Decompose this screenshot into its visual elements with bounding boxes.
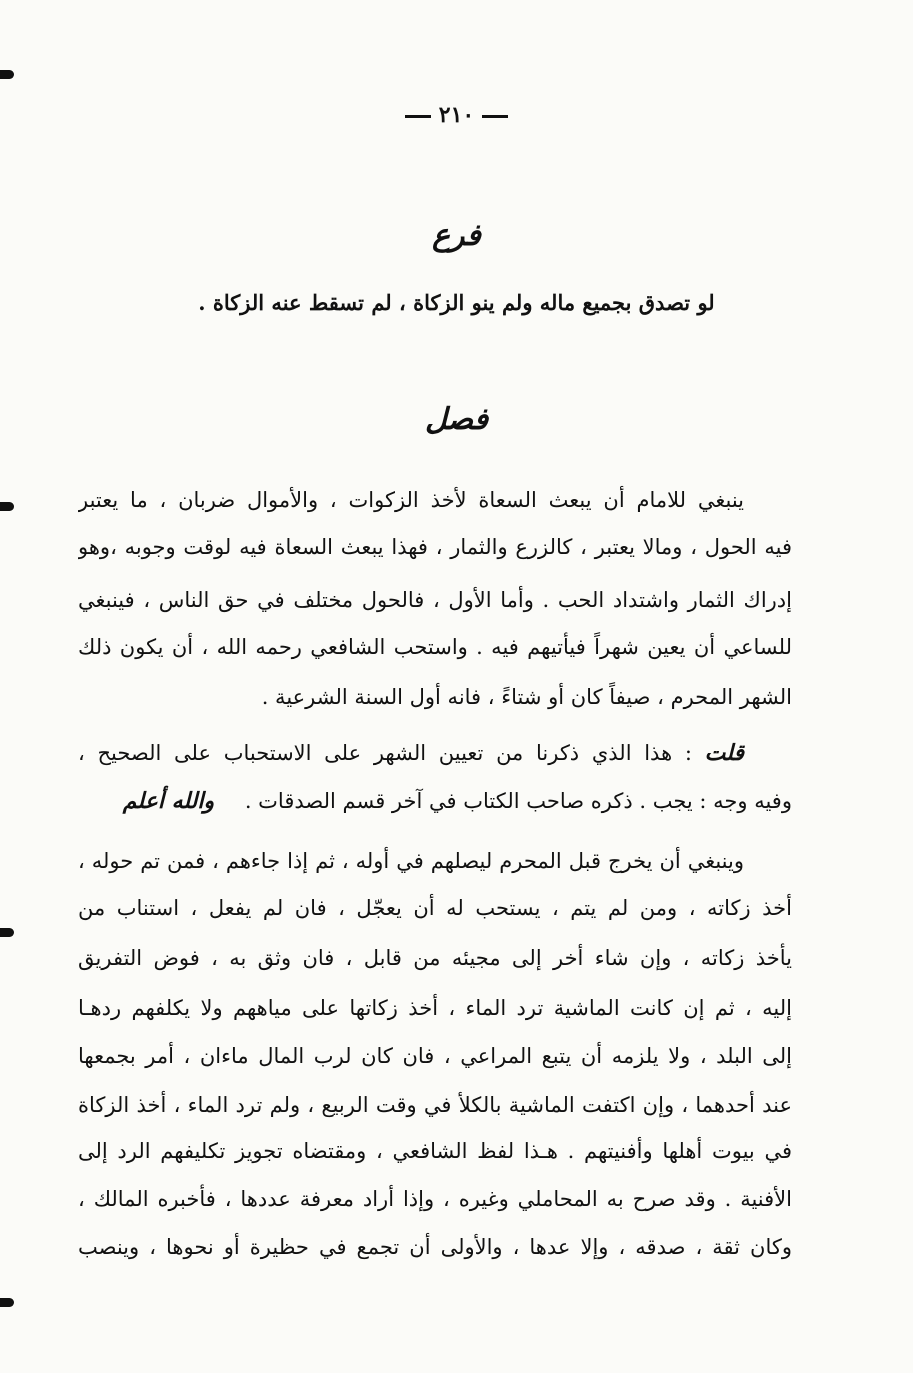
paragraph-3-line: يأخذ زكاته ، وإن شاء أخر إلى مجيئه من قابل ، فان وثق به ، فوض التفريق — [78, 946, 792, 970]
paragraph-3-line: عند أحدهما ، وإن اكتفت الماشية بالكلأ في وقت الربيع ، ولم ترد الماء ، أخذ الزكاة — [78, 1093, 792, 1117]
paragraph-1-line: ينبغي للامام أن يبعث السعاة لأخذ الزكوات ، والأموال ضربان ، ما يعتبر — [78, 488, 744, 512]
page-number-value: ٢١٠ — [438, 102, 475, 128]
margin-mark — [0, 502, 14, 511]
paragraph-1-line: للساعي أن يعين شهراً فيأتيهم فيه . واستحب الشافعي رحمه الله ، أن يكون ذلك — [78, 635, 792, 659]
section-heading-fasl: فصل — [424, 402, 489, 437]
paragraph-3-line: وينبغي أن يخرج قبل المحرم ليصلهم في أوله ، ثم إذا جاءهم ، فمن تم حوله ، — [78, 849, 744, 873]
paragraph-2-line — [78, 737, 792, 769]
paragraph-2-line — [78, 785, 792, 817]
paragraph-3-line: الأفنية . وقد صرح به المحاملي وغيره ، وإذا أراد معرفة عددها ، فأخبره المالك ، — [78, 1187, 792, 1211]
margin-mark — [0, 70, 14, 79]
dash-right — [482, 115, 508, 118]
paragraph-3-line: إليه ، ثم إن كانت الماشية ترد الماء ، أخذ زكاتها على مياههم ولا يكلفهم ردهـا — [78, 996, 792, 1020]
paragraph-3-line: إلى البلد ، ولا يلزمه أن يتبع المراعي ، فان كان لرب المال ماءان ، أمر بجمعها — [78, 1044, 792, 1068]
qultu-label: قلت — [704, 740, 744, 766]
closing-phrase: والله أعلم — [122, 788, 215, 814]
dash-left — [405, 115, 431, 118]
page-number — [0, 102, 913, 128]
margin-mark — [0, 1298, 14, 1307]
paragraph-3-line: في بيوت أهلها وأفنيتهم . هـذا لفظ الشافعي ، ومقتضاه تجويز تكليفهم الرد إلى — [78, 1139, 792, 1163]
paragraph-3-line: وكان ثقة ، صدقه ، وإلا عدها ، والأولى أن تجمع في حظيرة أو نحوها ، وينصب — [78, 1235, 792, 1259]
qultu-text: : هذا الذي ذكرنا من تعيين الشهر على الاستحباب على الصحيح ، — [78, 741, 692, 765]
qultu-text-2: وفيه وجه : يجب . ذكره صاحب الكتاب في آخر قسم الصدقات . — [244, 789, 792, 813]
paragraph-3-line: أخذ زكاته ، ومن لم يتم ، يستحب له أن يعجّل ، فان لم يفعل ، استناب من — [78, 896, 792, 920]
paragraph-1-line: إدراك الثمار واشتداد الحب . وأما الأول ، فالحول مختلف في حق الناس ، فينبغي — [78, 588, 792, 612]
margin-mark — [0, 928, 14, 937]
paragraph-1-line: فيه الحول ، ومالا يعتبر ، كالزرع والثمار ، فهذا يبعث السعاة فيه لوقت وجوبه ،وهو — [78, 535, 792, 559]
far-text: لو تصدق بجميع ماله ولم ينو الزكاة ، لم تسقط عنه الزكاة . — [198, 290, 715, 315]
paragraph-1-line: الشهر المحرم ، صيفاً كان أو شتاءً ، فانه أول السنة الشرعية . — [261, 685, 792, 709]
section-heading-far: فرع — [432, 218, 481, 253]
